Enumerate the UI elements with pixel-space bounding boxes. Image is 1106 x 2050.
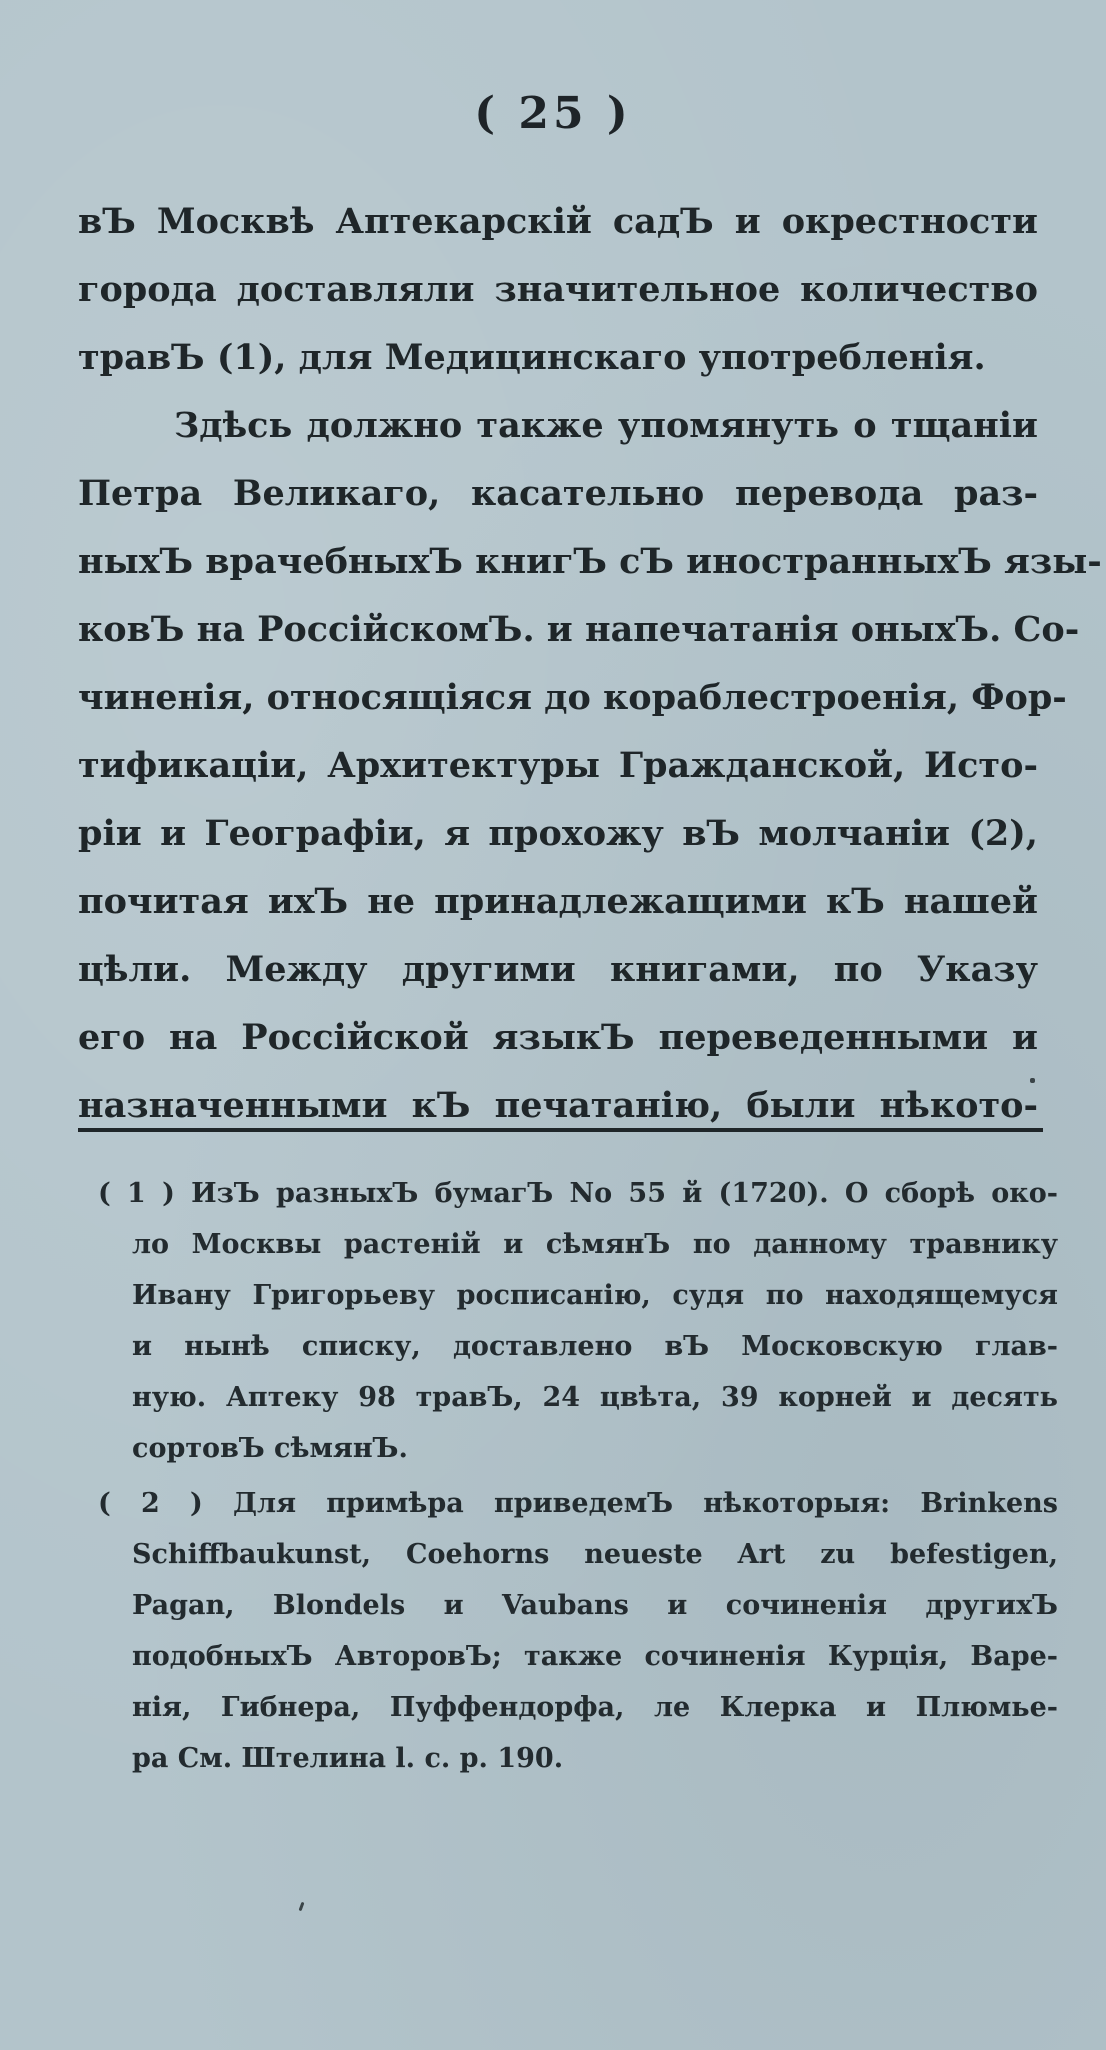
text-line: Здѣсь должно также упомянуть о тщаніи (174, 405, 1038, 446)
footnote-1 (98, 1168, 1058, 1474)
text-line: травЪ (1), для Медицинскаго употребленія. (78, 337, 986, 378)
footnote-line: Schiffbaukunst, Coehorns neueste Art zu befestigen, (132, 1539, 1058, 1570)
footnotes (98, 1168, 1058, 1788)
ink-speck (1030, 1078, 1035, 1083)
text-line: тификаціи, Архитектуры Гражданской, Исто- (78, 745, 1038, 786)
footnote-line: ло Москвы растеній и сѣмянЪ по данному травнику (132, 1229, 1058, 1260)
footnote-line: ( 2 ) Для примѣра приведемЪ нѣкоторыя: Brinkens (98, 1488, 1058, 1519)
text-line: чиненія, относящіяся до кораблестроенія, Фор- (78, 677, 1067, 718)
text-line: цѣли. Между другими книгами, по Указу (78, 949, 1038, 990)
footnote-line: сортовЪ сѣмянЪ. (132, 1433, 408, 1464)
text-line: вЪ Москвѣ Аптекарскій садЪ и окрестности (78, 201, 1038, 242)
footnote-2 (98, 1478, 1058, 1784)
footnote-line: Ивану Григорьеву росписанію, судя по находящемуся (132, 1280, 1058, 1311)
text-line: Петра Великаго, касательно перевода раз- (78, 473, 1038, 514)
text-line: назначенными кЪ печатанію, были нѣкото- (78, 1085, 1038, 1126)
footnote-line: подобныхЪ АвторовЪ; также сочиненія Курція, Варе- (132, 1641, 1058, 1672)
text-line: ковЪ на РоссійскомЪ. и напечатанія оныхЪ. Со- (78, 609, 1080, 650)
footnote-line: ( 1 ) ИзЪ разныхЪ бумагЪ No 55 й (1720). О сборѣ око- (98, 1178, 1058, 1209)
footnote-divider (78, 1128, 1043, 1132)
text-line: ріи и Географіи, я прохожу вЪ молчаніи (2), (78, 813, 1038, 854)
page-number: ( 25 ) (474, 88, 632, 139)
main-text (78, 188, 1102, 1140)
footnote-line: Pagan, Blondels и Vaubans и сочиненія другихЪ (132, 1590, 1058, 1621)
footnote-line: нія, Гибнера, Пуффендорфа, ле Клерка и Плюмье- (132, 1692, 1058, 1723)
footnote-line: и нынѣ списку, доставлено вЪ Московскую глав- (132, 1331, 1058, 1362)
footnote-line: ную. Аптеку 98 травЪ, 24 цвѣта, 39 корней и десять (132, 1382, 1058, 1413)
text-line: его на Россійской языкЪ переведенными и (78, 1017, 1038, 1058)
text-line: города доставляли значительное количество (78, 269, 1038, 310)
footnote-line: ра См. Штелина l. c. p. 190. (132, 1743, 564, 1774)
ink-speck (299, 1902, 305, 1911)
text-line: ныхЪ врачебныхЪ книгЪ сЪ иностранныхЪ язы- (78, 541, 1102, 582)
text-line: почитая ихЪ не принадлежащими кЪ нашей (78, 881, 1038, 922)
